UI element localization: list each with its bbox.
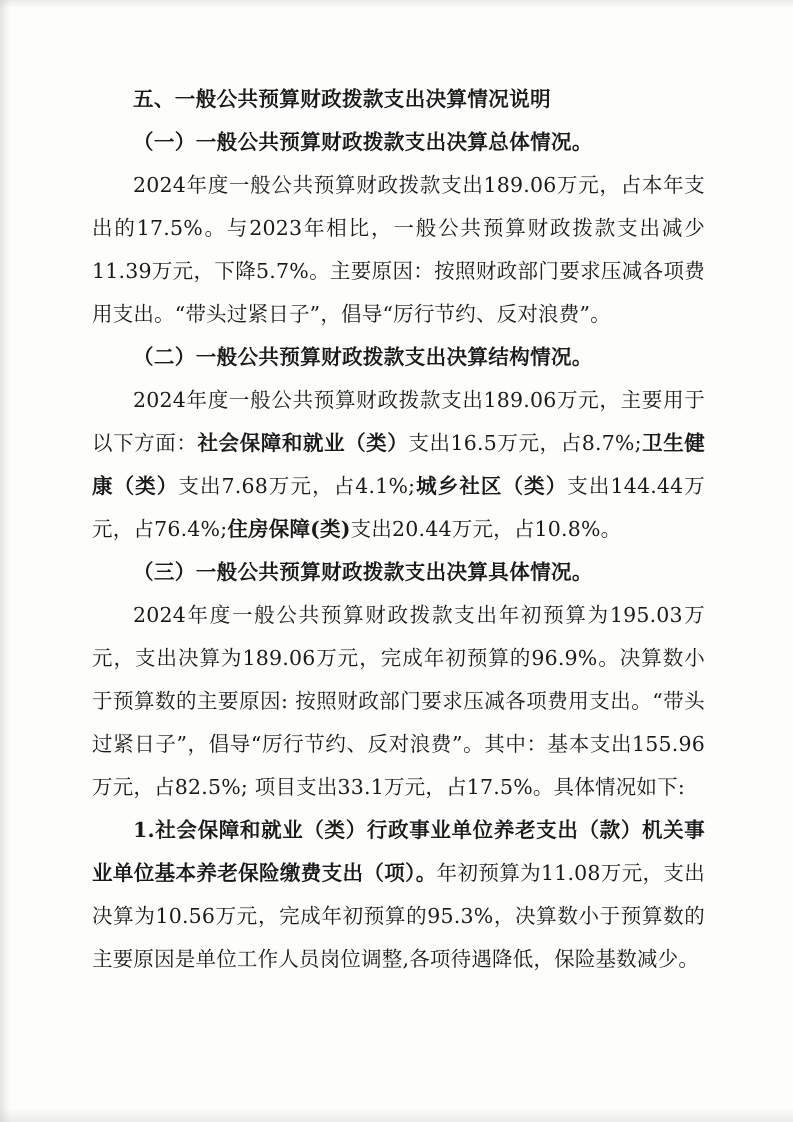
run-text: 年初预算为11.08万元，支出决算为10.56万元，完成年初预算的95.3%，决算数小于预算数的主要原因是单位工作人员岗位调整,各项待遇降低，保险基数减少。 <box>92 861 706 971</box>
run-emphasis: 1.社会保障和就业（类）行政事业单位养老支出（款）机关事业单位基本养老保险缴费支出（项）。 <box>92 818 705 885</box>
run-text: 2024年度一般公共预算财政拨款支出189.06万元，主要用于以下方面： <box>92 388 705 455</box>
subsection-heading-3: （三）一般公共预算财政拨款支出决算具体情况。 <box>133 560 593 584</box>
subsection-heading-1: （一）一般公共预算财政拨款支出决算总体情况。 <box>133 130 593 154</box>
run-text: 支出144.44万元，占76.4%; <box>92 474 705 541</box>
subsection-heading-2: （二）一般公共预算财政拨款支出决算结构情况。 <box>133 345 593 369</box>
page-edge-shadow-left <box>0 0 10 1122</box>
paragraph-2 <box>92 379 705 551</box>
section-heading: 五、一般公共预算财政拨款支出决算情况说明 <box>133 87 551 111</box>
paragraph-3: 2024年度一般公共预算财政拨款支出年初预算为195.03万元，支出决算为189.06万元，完成年初预算的96.9%。决算数小于预算数的主要原因: 按照财政部门要求压减各项费用支出。“带头过紧日子”，倡导“厉行节约、反对浪费”。其中：基本支出155.96万元，占82.5%; 项目支出33.1万元，占17.5%。具体情况如下: <box>92 603 705 799</box>
paragraph-4 <box>92 809 705 981</box>
run-text: 支出20.44万元，占10.8%。 <box>350 517 622 541</box>
run-emphasis: 卫生健康（类） <box>92 431 706 498</box>
run-emphasis: 住房保障(类) <box>227 517 351 541</box>
run-text: 支出16.5万元，占8.7%; <box>408 431 642 455</box>
run-emphasis: 社会保障和就业（类） <box>197 431 409 455</box>
run-emphasis: 城乡社区（类） <box>415 474 568 498</box>
paragraph-1: 2024年度一般公共预算财政拨款支出189.06万元，占本年支出的17.5%。与2023年相比，一般公共预算财政拨款支出减少11.39万元，下降5.7%。主要原因：按照财政部门要求压减各项费用支出。“带头过紧日子”，倡导“厉行节约、反对浪费”。 <box>92 173 705 326</box>
page-edge-shadow-top <box>0 0 793 8</box>
document-body <box>92 78 705 981</box>
run-text: 支出7.68万元，占4.1%; <box>178 474 416 498</box>
page-edge-shadow-bottom <box>0 1108 793 1122</box>
